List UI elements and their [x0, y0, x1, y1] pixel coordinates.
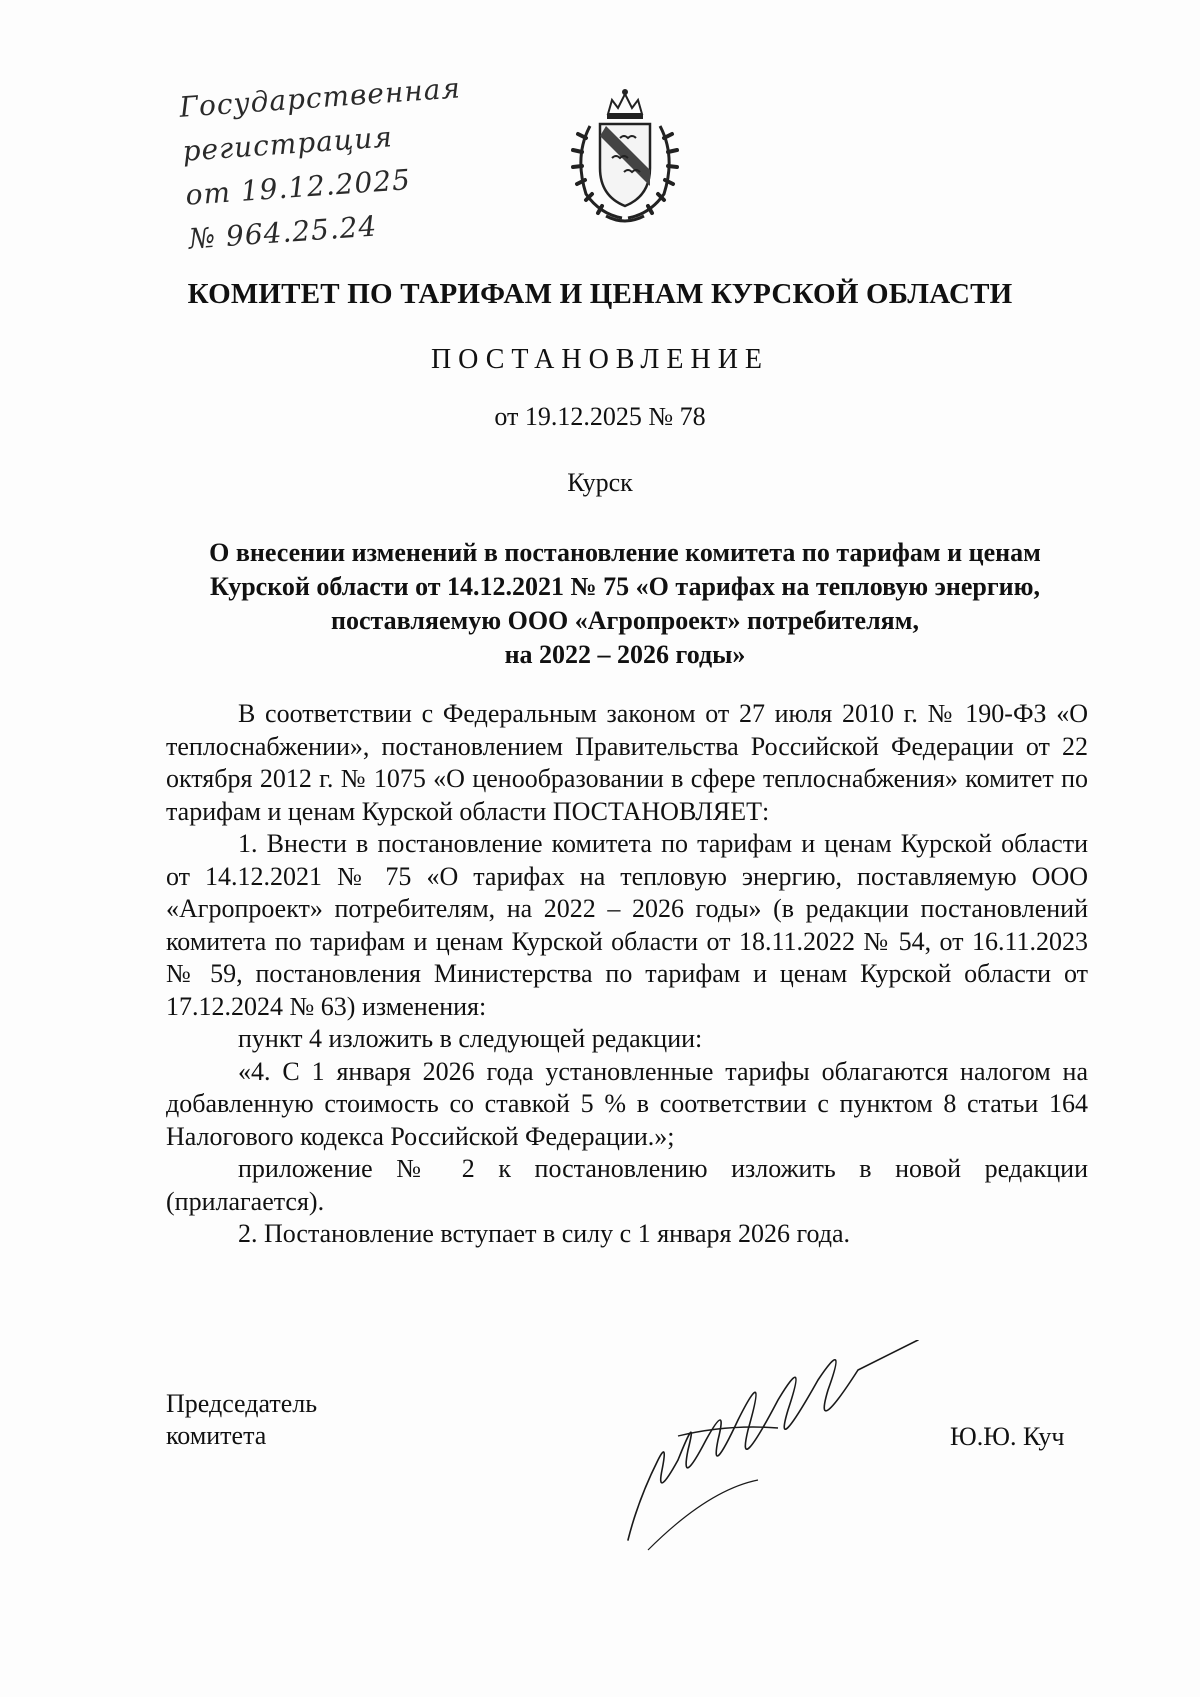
- registration-note-line: Государственная: [178, 71, 462, 124]
- item-2-paragraph: 2. Постановление вступает в силу с 1 января 2026 года.: [238, 1219, 851, 1248]
- item-1-subparagraph: приложение № 2 к постановлению изложить в новой редакции (прилагается).: [166, 1154, 1088, 1216]
- preamble-paragraph: В соответствии с Федеральным законом от 27 июля 2010 г. № 190-ФЗ «О теплоснабжении», постановлением Правительства Российской Федерации от 22 октября 2012 г. № 1075 «О ценообразовании в сфере теплоснабжения» комитет по тарифам и ценам Курской области ПОСТАНОВЛЯЕТ:: [166, 699, 1088, 826]
- subject-line: на 2022 – 2026 годы»: [504, 640, 746, 669]
- item-1-subparagraph: пункт 4 изложить в следующей редакции:: [238, 1024, 703, 1053]
- subject-line: О внесении изменений в постановление комитета по тарифам и ценам: [209, 538, 1041, 567]
- document-city: Курск: [567, 468, 633, 497]
- subject-line: поставляемую ООО «Агропроект» потребителям,: [331, 606, 919, 635]
- document-type: ПОСТАНОВЛЕНИЕ: [430, 344, 770, 375]
- signatory-role-line: комитета: [166, 1421, 267, 1450]
- item-1-quote-paragraph: «4. С 1 января 2026 года установленные тарифы облагаются налогом на добавленную стоимость со ставкой 5 % в соответствии с пунктом 8 статьи 164 Налогового кодекса Российской Федерации.»;: [166, 1056, 1088, 1151]
- document-subject: [160, 536, 1090, 672]
- item-1-paragraph: 1. Внести в постановление комитета по тарифам и ценам Курской области от 14.12.2021 № 75 «О тарифах на тепловую энергию, поставляемую ООО «Агропроект» потребителям, на 2022 – 2026 годы» (в редакции постановлений комитета по тарифам и ценам Курской области от 18.11.2022 № 54, от 16.11.2023 № 59, постановления Министерства по тарифам и ценам Курской области от 17.12.2024 № 63) изменения:: [166, 829, 1088, 1021]
- kursk-coat-of-arms-icon: [560, 86, 690, 226]
- signatory-role-line: Председатель: [166, 1389, 318, 1418]
- registration-note-line: № 964.25.24: [187, 209, 379, 256]
- subject-line: Курской области от 14.12.2021 № 75 «О тарифах на тепловую энергию,: [210, 572, 1040, 601]
- signatory-name: Ю.Ю. Куч: [950, 1422, 1065, 1451]
- document-body: [166, 698, 1088, 1251]
- signatory-role: [166, 1388, 317, 1452]
- handwritten-signature: [618, 1340, 928, 1560]
- registration-note-line: регистрация: [181, 120, 394, 168]
- registration-handwritten-note: [178, 71, 462, 262]
- organization-title: КОМИТЕТ ПО ТАРИФАМ И ЦЕНАМ КУРСКОЙ ОБЛАСТИ: [187, 278, 1013, 310]
- registration-note-line: от 19.12.2025: [184, 163, 412, 212]
- document-date-number: от 19.12.2025 № 78: [494, 402, 706, 431]
